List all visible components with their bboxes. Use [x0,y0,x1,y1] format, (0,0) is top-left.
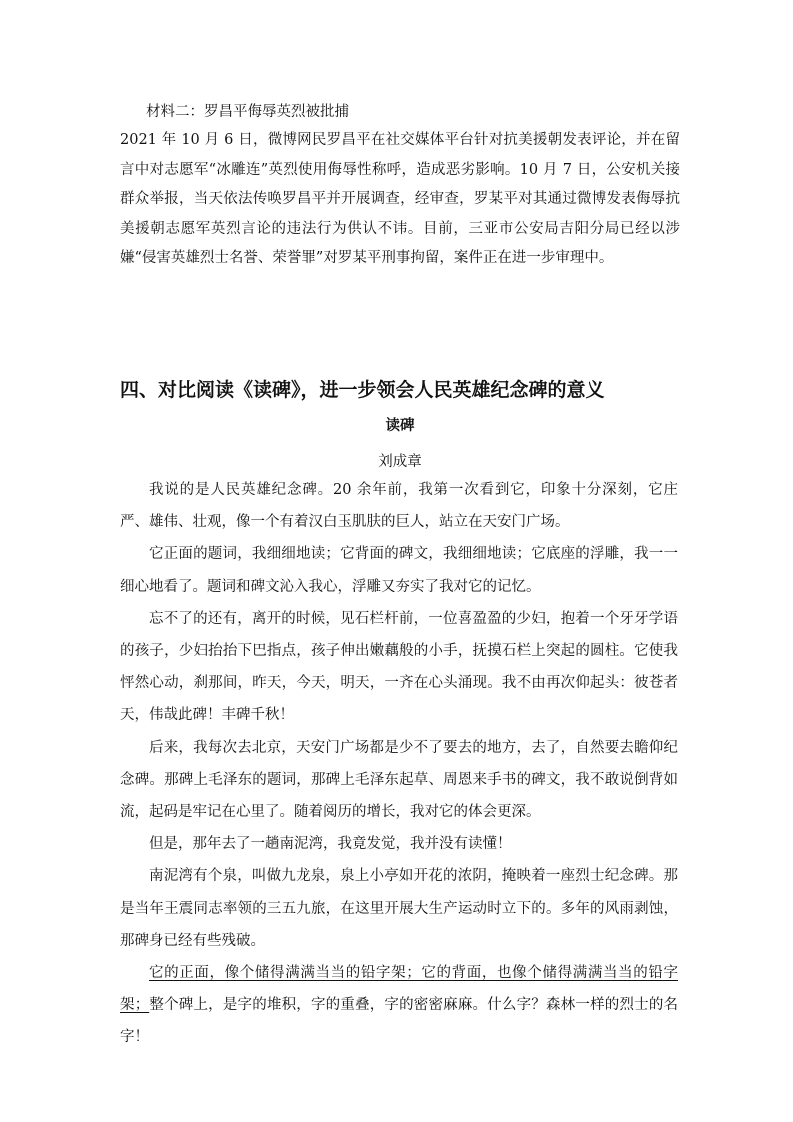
essay-body [120,474,678,1054]
paragraph-rest: 整个碑上，是字的堆积，字的重叠，字的密密麻麻。什么字？森林一样的烈士的名字！ [120,997,679,1046]
essay-author: 刘成章 [378,454,422,470]
essay-paragraph-last [120,957,678,1054]
section-heading: 四、对比阅读《读碑》，进一步领会人民英雄纪念碑的意义 [120,379,605,401]
material-body: 2021 年 10 月 6 日，微博网民罗昌平在社交媒体平台针对抗美援朝发表评论，并在留言中对志愿军“冰雕连”英烈使用侮辱性称呼，造成恶劣影响。10 月 7 日，公安机关接群众举报，当天依法传唤罗昌平并开展调查，经审查，罗某平对其通过微博发表侮辱抗美援朝志愿军英烈言论的违法行为供认不讳。目前，三亚市公安局吉阳分局已经以涉嫌“侵害英雄烈士名誉、荣誉罪”对罗某平刑事拘留，案件正在进一步审理中。 [120,132,680,266]
essay-paragraph: 我说的是人民英雄纪念碑。20 余年前，我第一次看到它，印象十分深刻，它庄严、雄伟、壮观，像一个有着汉白玉肌肤的巨人，站立在天安门广场。 [120,482,678,531]
essay-paragraph: 南泥湾有个泉，叫做九龙泉，泉上小亭如开花的浓阴，掩映着一座烈士纪念碑。那是当年王震同志率领的三五九旅，在这里开展大生产运动时立下的。多年的风雨剥蚀，那碑身已经有些残破。 [120,868,678,949]
underlined-sentence: 它的正面，像个储得满满当当的铅字架；它的背面，也像个储得满满当当的铅字架； [120,965,678,1014]
essay-title: 读碑 [385,418,415,434]
essay-paragraph: 但是，那年去了一趟南泥湾，我竟发觉，我并没有读懂！ [149,836,512,853]
material-two [120,98,680,274]
material-title: 材料二：罗昌平侮辱英烈被批捕 [146,104,349,120]
essay-paragraph: 它正面的题词，我细细地读；它背面的碑文，我细细地读；它底座的浮雕，我一一细心地看了。题词和碑文沁入我心，浮雕又夯实了我对它的记忆。 [120,546,678,595]
essay-paragraph: 后来，我每次去北京，天安门广场都是少不了要去的地方，去了，自然要去瞻仰纪念碑。那碑上毛泽东的题词，那碑上毛泽东起草、周恩来手书的碑文，我不敢说倒背如流，起码是牢记在心里了。随着阅历的增长，我对它的体会更深。 [120,739,678,821]
essay-paragraph: 忘不了的还有，离开的时候，见石栏杆前，一位喜盈盈的少妇，抱着一个牙牙学语的孩子，少妇抬抬下巴指点，孩子伸出嫩藕般的小手，抚摸石栏上突起的圆柱。它使我怦然心动，刹那间，昨天，今天，明天，一齐在心头涌现。我不由再次仰起头：彼苍者天，伟哉此碑！丰碑千秋！ [120,610,678,724]
